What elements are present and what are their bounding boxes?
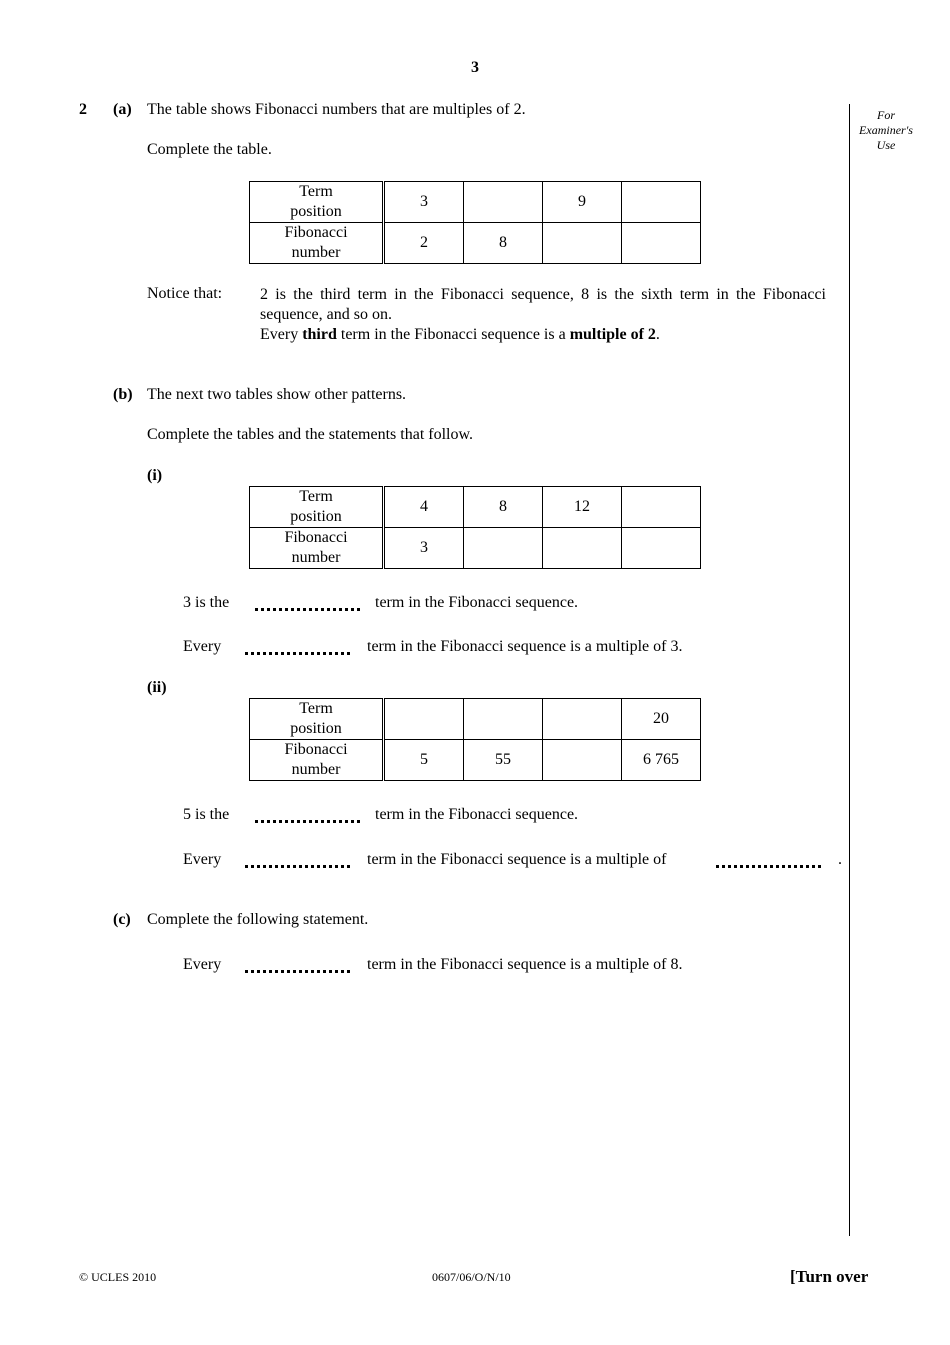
table-cell[interactable]: 3	[384, 182, 464, 223]
answer-blank[interactable]	[255, 608, 360, 611]
row-header-term-position: Term position	[250, 699, 384, 740]
answer-blank[interactable]	[716, 865, 821, 868]
sub-ii-stmt1-pre: 5 is the	[183, 806, 230, 823]
table-cell[interactable]	[543, 528, 622, 569]
examiner-note-line2: Examiner's	[859, 123, 913, 137]
table-cell[interactable]: 12	[543, 487, 622, 528]
notice-label: Notice that:	[147, 285, 223, 302]
part-c-label: (c)	[113, 911, 131, 928]
table-cell[interactable]	[622, 487, 701, 528]
part-c-instruction: Complete the following statement.	[147, 911, 369, 928]
sub-i-stmt2-pre: Every	[183, 638, 222, 655]
row-header-fibonacci-number: Fibonacci number	[250, 740, 384, 781]
sub-i-stmt1-pre: 3 is the	[183, 594, 230, 611]
table-b-ii	[249, 698, 701, 781]
sub-ii-stmt1-post: term in the Fibonacci sequence.	[375, 806, 579, 823]
table-row	[250, 223, 701, 264]
part-b-label: (b)	[113, 386, 133, 403]
table-cell[interactable]: 8	[464, 223, 543, 264]
sub-i-stmt2-post: term in the Fibonacci sequence is a multiple of 3.	[367, 638, 683, 655]
table-row	[250, 487, 701, 528]
page-number: 3	[471, 59, 479, 76]
table-cell[interactable]	[464, 182, 543, 223]
table-row	[250, 740, 701, 781]
table-cell[interactable]	[543, 699, 622, 740]
table-cell[interactable]: 8	[464, 487, 543, 528]
notice-line2: Every third term in the Fibonacci sequence is a multiple of 2.	[260, 326, 660, 343]
table-cell[interactable]	[464, 528, 543, 569]
table-b-i	[249, 486, 701, 569]
examiner-margin-rule	[849, 104, 850, 1236]
table-cell[interactable]	[622, 528, 701, 569]
examiner-note-line3: Use	[876, 138, 896, 152]
part-a-label: (a)	[113, 101, 132, 118]
table-cell[interactable]: 4	[384, 487, 464, 528]
sub-ii-stmt2-end: .	[838, 851, 842, 868]
notice-line1: 2 is the third term in the Fibonacci sequence, 8 is the sixth term in the Fibonacci sequence, and so on.	[260, 286, 826, 323]
row-header-fibonacci-number: Fibonacci number	[250, 528, 384, 569]
table-row	[250, 182, 701, 223]
answer-blank[interactable]	[245, 865, 350, 868]
part-b-intro: The next two tables show other patterns.	[147, 386, 407, 403]
table-cell[interactable]	[384, 699, 464, 740]
footer-paper-code: 0607/06/O/N/10	[432, 1270, 511, 1284]
part-c-stmt-post: term in the Fibonacci sequence is a multiple of 8.	[367, 956, 683, 973]
answer-blank[interactable]	[255, 820, 360, 823]
table-row	[250, 699, 701, 740]
row-header-fibonacci-number: Fibonacci number	[250, 223, 384, 264]
table-cell[interactable]: 2	[384, 223, 464, 264]
notice-text	[260, 285, 826, 345]
answer-blank[interactable]	[245, 652, 350, 655]
table-cell[interactable]	[622, 182, 701, 223]
footer-copyright: © UCLES 2010	[79, 1270, 157, 1284]
sub-ii-stmt2-post: term in the Fibonacci sequence is a multiple of	[367, 851, 667, 868]
table-cell[interactable]	[543, 223, 622, 264]
table-cell[interactable]	[622, 223, 701, 264]
table-cell[interactable]	[464, 699, 543, 740]
table-cell[interactable]	[543, 740, 622, 781]
turn-over: [Turn over	[790, 1267, 869, 1286]
sub-i-label: (i)	[147, 467, 163, 484]
table-a	[249, 181, 701, 264]
table-cell[interactable]: 3	[384, 528, 464, 569]
part-a-intro: The table shows Fibonacci numbers that are multiples of 2.	[147, 101, 526, 118]
examiner-use-note	[851, 108, 921, 153]
table-row	[250, 528, 701, 569]
table-cell[interactable]: 55	[464, 740, 543, 781]
row-header-term-position: Term position	[250, 182, 384, 223]
examiner-note-line1: For	[877, 108, 895, 122]
row-header-term-position: Term position	[250, 487, 384, 528]
part-a-instruction: Complete the table.	[147, 141, 272, 158]
table-cell[interactable]: 5	[384, 740, 464, 781]
part-c-stmt-pre: Every	[183, 956, 222, 973]
sub-i-stmt1-post: term in the Fibonacci sequence.	[375, 594, 579, 611]
sub-ii-stmt2-pre: Every	[183, 851, 222, 868]
sub-ii-label: (ii)	[147, 679, 167, 696]
table-cell[interactable]: 20	[622, 699, 701, 740]
table-cell[interactable]: 9	[543, 182, 622, 223]
question-number: 2	[79, 101, 87, 118]
part-b-instruction: Complete the tables and the statements that follow.	[147, 426, 473, 443]
table-cell[interactable]: 6 765	[622, 740, 701, 781]
answer-blank[interactable]	[245, 970, 350, 973]
